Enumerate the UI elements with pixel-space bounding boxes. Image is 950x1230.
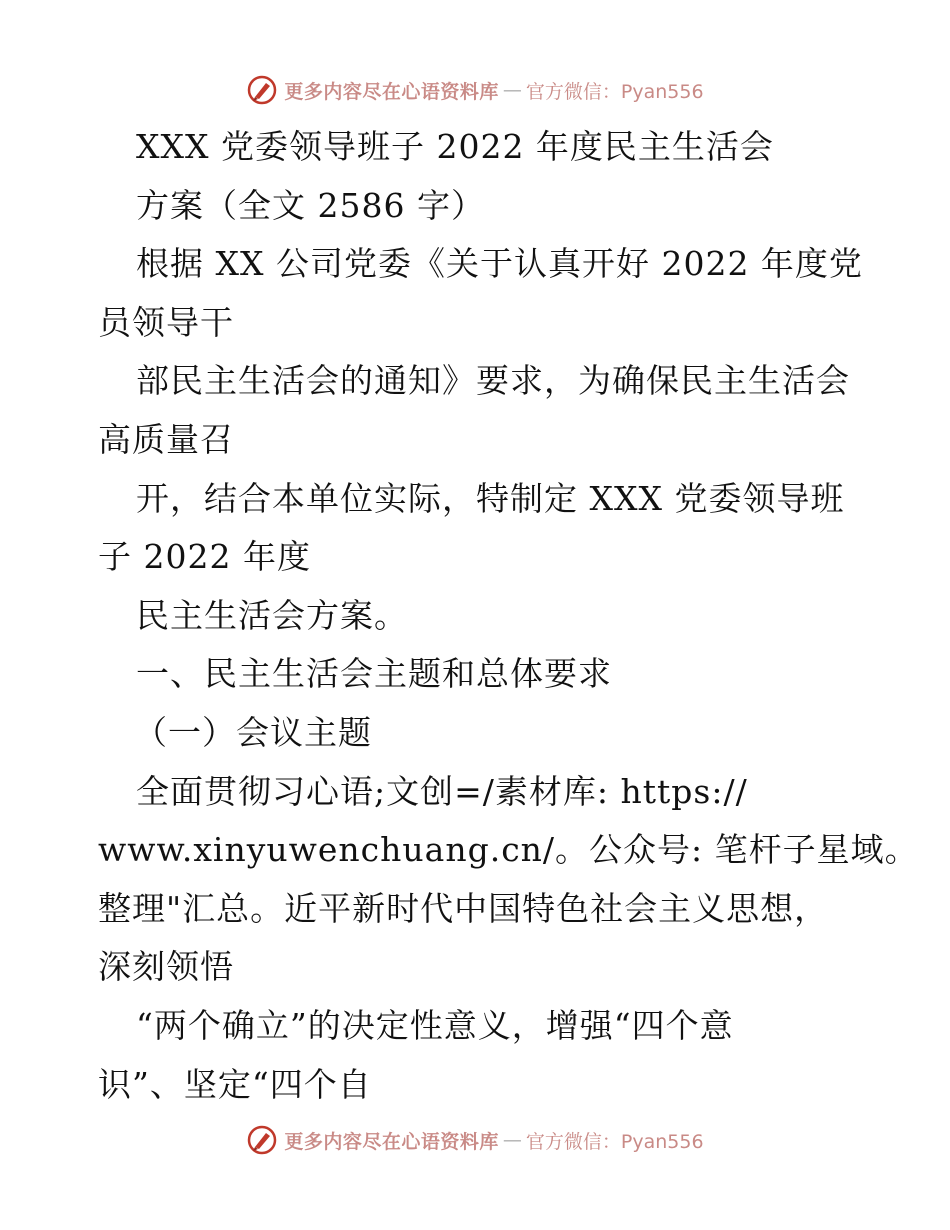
banner-title: 更多内容尽在心语资料库 bbox=[284, 80, 499, 103]
paragraph-line: 整理"汇总。近平新时代中国特色社会主义思想， bbox=[98, 888, 829, 928]
subsection-heading: （一）会议主题 bbox=[134, 712, 372, 752]
pen-nib-logo-icon bbox=[246, 1124, 278, 1156]
paragraph-line: 识”、坚定“四个自 bbox=[98, 1064, 372, 1104]
paragraph-line: “两个确立”的决定性意义，增强“四个意 bbox=[136, 1005, 734, 1045]
banner-separator: — bbox=[502, 1129, 522, 1151]
paragraph-line: 员领导干 bbox=[98, 302, 234, 342]
banner-contact: 官方微信：Pyan556 bbox=[525, 1130, 704, 1153]
banner-contact: 官方微信：Pyan556 bbox=[525, 80, 704, 103]
paragraph-line: 子 2022 年度 bbox=[98, 537, 311, 577]
footer-banner bbox=[0, 1120, 950, 1160]
document-body bbox=[98, 118, 919, 1114]
paragraph-line: 全面贯彻习心语;文创=/素材库: https:// bbox=[136, 771, 748, 811]
paragraph-line: 高质量召 bbox=[98, 419, 234, 459]
paragraph-line: www.xinyuwenchuang.cn/。公众号: 笔杆子星域。 bbox=[98, 830, 919, 870]
paragraph-line: 根据 XX 公司党委《关于认真开好 2022 年度党 bbox=[136, 244, 863, 284]
banner-separator: — bbox=[502, 79, 522, 101]
paragraph-line: 部民主生活会的通知》要求，为确保民主生活会 bbox=[136, 361, 850, 401]
pen-nib-logo-icon bbox=[246, 74, 278, 106]
paragraph-line: 开，结合本单位实际，特制定 XXX 党委领导班 bbox=[136, 478, 845, 518]
paragraph-line: 民主生活会方案。 bbox=[136, 595, 408, 635]
header-banner bbox=[0, 70, 950, 110]
document-title-line-1: XXX 党委领导班子 2022 年度民主生活会 bbox=[136, 127, 774, 166]
paragraph-line: 深刻领悟 bbox=[98, 947, 234, 987]
document-title-line-2: 方案（全文 2586 字） bbox=[136, 185, 485, 225]
section-heading: 一、民主生活会主题和总体要求 bbox=[136, 654, 612, 694]
banner-title: 更多内容尽在心语资料库 bbox=[284, 1130, 499, 1153]
